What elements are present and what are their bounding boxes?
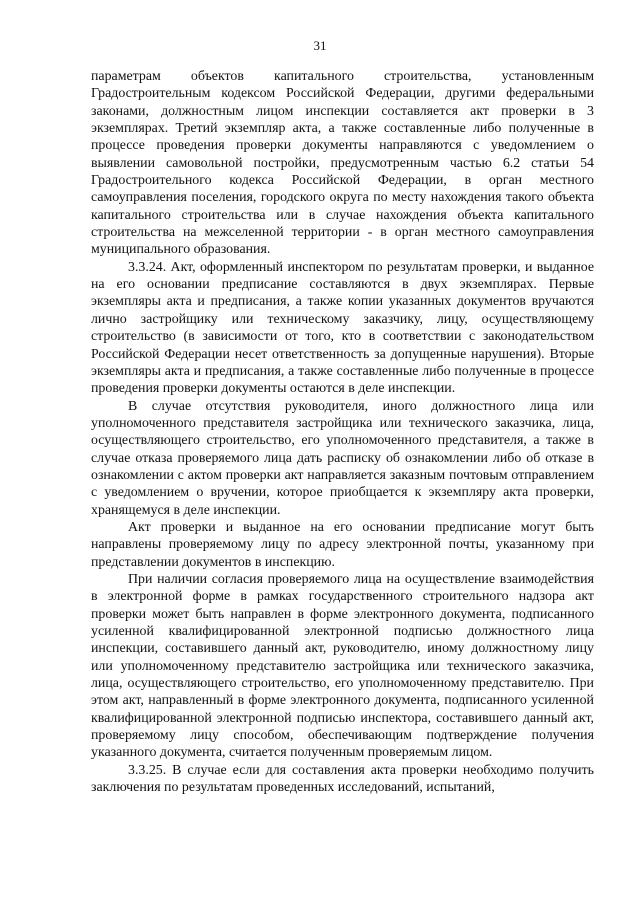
paragraph-continuation: параметрам объектов капитального строительства, установленным Градостроительным кодексом Российской Федерации, другими федеральными законами, должностным лицом инспекции составляется акт проверки в 3 экземплярах. Третий экземпляр акта, а также составленные либо полученные в процессе проведения проверки документы направляются с уведомлением о выявлении самовольной постройки, предусмотренным частью 6.2 статьи 54 Градостроительного кодекса Российской Федерации, в орган местного самоуправления поселения, городского округа по месту нахождения такого объекта капитального строительства или в случае нахождения объекта капитального строительства на межселенной территории - в орган местного самоуправления муниципального образования. bbox=[91, 69, 594, 258]
page-number: 31 bbox=[313, 38, 327, 53]
paragraph-absence-of-representative: В случае отсутствия руководителя, иного должностного лица или уполномоченного представителя застройщика или технического заказчика, лица, осуществляющего строительство, его уполномоченного представителя, а также в случае отказа проверяемого лица дать расписку об ознакомлении либо об отказе в ознакомлении с актом проверки акт направляется заказным почтовым отправлением с уведомлением о вручении, которое приобщается к экземпляру акта проверки, хранящемуся в деле инспекции. bbox=[91, 398, 594, 518]
document-body bbox=[91, 68, 594, 796]
paragraph-3-3-24: 3.3.24. Акт, оформленный инспектором по результатам проверки, и выданное на его основании предписание составляются в двух экземплярах. Первые экземпляры акта и предписания, а также копии указанных документов вручаются лично застройщику или техническому заказчику, лицу, осуществляющему строительство (в зависимости от того, кто в соответствии с законодательством Российской Федерации несет ответственность за допущенные нарушения). Вторые экземпляры акта и предписания, а также составленные либо полученные в процессе проведения проверки документы остаются в деле инспекции. bbox=[91, 259, 594, 397]
paragraph-electronic-interaction: При наличии согласия проверяемого лица на осуществление взаимодействия в электронной форме в рамках государственного строительного надзора акт проверки может быть направлен в форме электронного документа, подписанного усиленной квалифицированной электронной подписью должностного лица инспекции, составившего данный акт, руководителю, иному должностному лицу или уполномоченному представителю застройщика или технического заказчика, лица, осуществляющего строительство, его уполномоченному представителю. При этом акт, направленный в форме электронного документа, подписанного усиленной квалифицированной электронной подписью инспектора, составившего данный акт, проверяемому лицу способом, обеспечивающим подтверждение получения указанного документа, считается полученным проверяемым лицом. bbox=[91, 571, 594, 761]
paragraph-3-3-25: 3.3.25. В случае если для составления акта проверки необходимо получить заключения по результатам проведенных исследований, испытаний, bbox=[91, 762, 594, 796]
paragraph-email-delivery: Акт проверки и выданное на его основании предписание могут быть направлены проверяемому лицу по адресу электронной почты, указанному при представлении документов в инспекцию. bbox=[91, 519, 594, 570]
